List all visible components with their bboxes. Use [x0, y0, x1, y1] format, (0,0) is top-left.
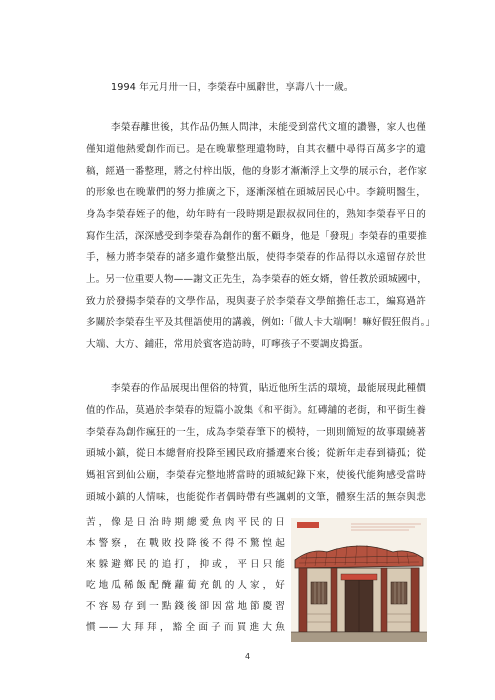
p1-line-6: 寫作生活，深深感受到李榮春為創作的奮不顧身，他是「發現」李榮春的重要推 [86, 231, 428, 242]
p2-wrap-line-4: 吃地瓜稀飯配醃蘿蔔充飢的人家，好 [86, 580, 285, 591]
p1-line-4: 的形象也在晚輩們的努力推廣之下，逐漸深植在頭城居民心中。李鏡明醫生， [86, 187, 426, 198]
p1-line-9: 致力於發揚李榮春的文學作品，現與妻子於李榮春文學館擔任志工，編寫過許 [86, 296, 426, 307]
p1-line-8: 上。另一位重要人物——謝文正先生，為李榮春的姪女婿，曾任教於頭城國中， [86, 274, 428, 285]
p1-line-1: 李榮春離世後，其作品仍無人問津，未能受到當代文壇的讚譽，家人也僅 [111, 122, 426, 133]
p2-line-5: 媽祖宮到仙公廟，李榮春完整地將當時的頭城紀錄下來，使後代能夠感受當時 [86, 470, 426, 481]
p2-wrap-line-1: 苦，像是日治時期總愛魚肉平民的日 [86, 517, 285, 528]
page-number: 4 [244, 652, 251, 661]
p1-line-2: 僅知道他熱愛創作而已。是在晚輩整理遺物時，自其衣櫃中尋得百萬多字的遺 [86, 144, 426, 155]
caption-tag-mark [297, 522, 319, 528]
intro-line: 1994 年元月卅一日，李榮春中風辭世，享壽八十一歲。 [111, 82, 354, 93]
p2-line-3: 李榮春為創作瘋狂的一生，成為李榮春筆下的模特，一則則簡短的故事環繞著 [86, 427, 426, 438]
p2-line-6: 頭城小鎮的人情味，也能從作者偶時帶有些諷刺的文筆，體察生活的無奈與悲 [86, 492, 426, 503]
p2-wrap-line-3: 來躲避鄉民的追打，抑或，平日只能 [86, 559, 285, 570]
p1-line-5: 身為李榮春姪子的他，幼年時有一段時期是跟叔叔同住的，熟知李榮春平日的 [86, 209, 426, 220]
p1-line-3: 稿，經過一番整理，將之付梓出版，他的身影才漸漸浮上文學的展示台，老作家 [86, 166, 428, 177]
p2-line-2: 值的作品，莫過於李榮春的短篇小說集《和平街》。紅磚舖的老街，和平街生養 [86, 405, 426, 416]
p2-line-1: 李榮春的作品展現出俚俗的特質，貼近他所生活的環境，最能展現此種價 [111, 383, 426, 394]
p2-wrap-line-6: 慣——大拜拜，豁全面子而買進大魚 [86, 622, 285, 633]
p1-line-10: 多關於李榮春生平及其俚語使用的講義，例如:「做人卡大端啊！嘛好假狂假肖。」 [86, 317, 436, 328]
p2-line-4: 頭城小鎮，從日本總督府投降至國民政府播遷來台後；從新年走春到禱孤；從 [86, 448, 426, 459]
p2-wrap-line-2: 本警察，在戰敗投降後不得不驚惶起 [86, 538, 285, 549]
street-house-sketch [291, 518, 427, 642]
p1-line-7: 手，極力將李榮春的諸多遺作彙整出版，使得李榮春的作品得以永遠留存於世 [86, 252, 426, 263]
p2-wrap-line-5: 不容易存到一點錢後卻因當地節慶習 [86, 601, 285, 612]
p1-line-11: 大端、大方、鋪莊，常用於賓客造訪時，叮嚀孩子不要調皮搗蛋。 [86, 339, 369, 350]
